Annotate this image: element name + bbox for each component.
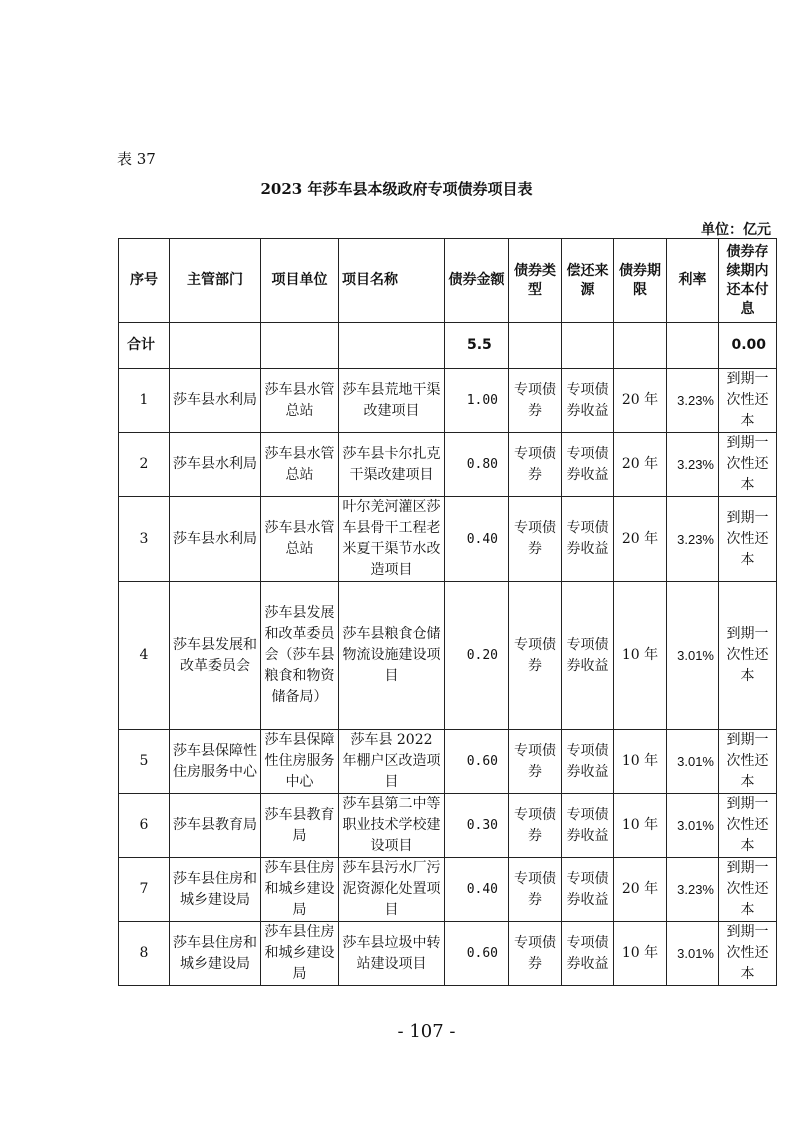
rate-cell: 3.23% — [667, 497, 719, 582]
term-cell: 20 年 — [614, 369, 667, 433]
unit-cell: 莎车县水管总站 — [261, 433, 339, 497]
unit-cell: 莎车县保障性住房服务中心 — [261, 730, 339, 794]
header-row — [119, 239, 777, 323]
column-header: 债券期限 — [614, 239, 667, 323]
type-cell: 专项债券 — [509, 858, 562, 922]
table-row — [119, 794, 777, 858]
row-number: 8 — [119, 922, 170, 986]
dept-cell: 莎车县水利局 — [170, 369, 261, 433]
dept-cell: 莎车县保障性住房服务中心 — [170, 730, 261, 794]
row-number: 6 — [119, 794, 170, 858]
row-number: 2 — [119, 433, 170, 497]
source-cell: 专项债券收益 — [562, 497, 614, 582]
dept-cell: 莎车县住房和城乡建设局 — [170, 858, 261, 922]
total-repayment: 0.00 — [719, 323, 777, 369]
table-row — [119, 858, 777, 922]
type-cell: 专项债券 — [509, 582, 562, 730]
rate-cell: 3.23% — [667, 369, 719, 433]
rate-cell: 3.01% — [667, 582, 719, 730]
term-cell: 20 年 — [614, 497, 667, 582]
unit-cell: 莎车县住房和城乡建设局 — [261, 858, 339, 922]
repay-cell: 到期一次性还本 — [719, 433, 777, 497]
type-cell: 专项债券 — [509, 794, 562, 858]
amount-cell: 0.40 — [445, 497, 509, 582]
project-name-cell: 莎车县 2022 年棚户区改造项目 — [339, 730, 445, 794]
source-cell: 专项债券收益 — [562, 582, 614, 730]
table-row — [119, 497, 777, 582]
column-header: 债券类型 — [509, 239, 562, 323]
type-cell: 专项债券 — [509, 922, 562, 986]
page-number: - 107 - — [397, 1021, 456, 1042]
type-cell: 专项债券 — [509, 369, 562, 433]
table-row — [119, 730, 777, 794]
project-name-cell: 莎车县荒地干渠改建项目 — [339, 369, 445, 433]
column-header: 利率 — [667, 239, 719, 323]
source-cell: 专项债券收益 — [562, 730, 614, 794]
unit-label: 单位：亿元 — [701, 222, 771, 238]
row-number: 1 — [119, 369, 170, 433]
amount-cell: 0.60 — [445, 730, 509, 794]
amount-cell: 0.80 — [445, 433, 509, 497]
project-name-cell: 莎车县垃圾中转站建设项目 — [339, 922, 445, 986]
term-cell: 10 年 — [614, 794, 667, 858]
table-row — [119, 369, 777, 433]
row-number: 3 — [119, 497, 170, 582]
repay-cell: 到期一次性还本 — [719, 730, 777, 794]
repay-cell: 到期一次性还本 — [719, 858, 777, 922]
amount-cell: 0.20 — [445, 582, 509, 730]
project-name-cell: 莎车县卡尔扎克干渠改建项目 — [339, 433, 445, 497]
term-cell: 20 年 — [614, 433, 667, 497]
source-cell: 专项债券收益 — [562, 858, 614, 922]
term-cell: 10 年 — [614, 730, 667, 794]
rate-cell: 3.23% — [667, 433, 719, 497]
column-header: 主管部门 — [170, 239, 261, 323]
column-header: 偿还来源 — [562, 239, 614, 323]
project-name-cell: 莎车县粮食仓储物流设施建设项目 — [339, 582, 445, 730]
table-row — [119, 433, 777, 497]
amount-cell: 0.60 — [445, 922, 509, 986]
unit-cell: 莎车县教育局 — [261, 794, 339, 858]
table-row — [119, 922, 777, 986]
page-title: 2023 年莎车县本级政府专项债券项目表 — [260, 180, 533, 198]
column-header: 债券金额 — [445, 239, 509, 323]
term-cell: 10 年 — [614, 922, 667, 986]
repay-cell: 到期一次性还本 — [719, 369, 777, 433]
unit-cell: 莎车县水管总站 — [261, 497, 339, 582]
unit-cell: 莎车县住房和城乡建设局 — [261, 922, 339, 986]
type-cell: 专项债券 — [509, 730, 562, 794]
repay-cell: 到期一次性还本 — [719, 794, 777, 858]
repay-cell: 到期一次性还本 — [719, 922, 777, 986]
amount-cell: 0.40 — [445, 858, 509, 922]
dept-cell: 莎车县教育局 — [170, 794, 261, 858]
amount-cell: 0.30 — [445, 794, 509, 858]
bond-project-table — [118, 238, 777, 986]
source-cell: 专项债券收益 — [562, 794, 614, 858]
project-name-cell: 莎车县污水厂污泥资源化处置项目 — [339, 858, 445, 922]
rate-cell: 3.01% — [667, 794, 719, 858]
rate-cell: 3.23% — [667, 858, 719, 922]
total-label: 合计 — [119, 323, 170, 369]
total-amount: 5.5 — [445, 323, 509, 369]
unit-cell: 莎车县发展和改革委员会（莎车县粮食和物资储备局） — [261, 582, 339, 730]
column-header: 项目单位 — [261, 239, 339, 323]
amount-cell: 1.00 — [445, 369, 509, 433]
term-cell: 20 年 — [614, 858, 667, 922]
repay-cell: 到期一次性还本 — [719, 497, 777, 582]
column-header: 序号 — [119, 239, 170, 323]
type-cell: 专项债券 — [509, 433, 562, 497]
type-cell: 专项债券 — [509, 497, 562, 582]
column-header: 项目名称 — [339, 239, 445, 323]
dept-cell: 莎车县发展和改革委员会 — [170, 582, 261, 730]
total-row — [119, 323, 777, 369]
table-number: 表 37 — [117, 150, 156, 168]
term-cell: 10 年 — [614, 582, 667, 730]
project-name-cell: 叶尔羌河灌区莎车县骨干工程老米夏干渠节水改造项目 — [339, 497, 445, 582]
column-header: 债券存续期内还本付息 — [719, 239, 777, 323]
source-cell: 专项债券收益 — [562, 922, 614, 986]
dept-cell: 莎车县住房和城乡建设局 — [170, 922, 261, 986]
source-cell: 专项债券收益 — [562, 369, 614, 433]
row-number: 7 — [119, 858, 170, 922]
source-cell: 专项债券收益 — [562, 433, 614, 497]
row-number: 5 — [119, 730, 170, 794]
rate-cell: 3.01% — [667, 730, 719, 794]
unit-cell: 莎车县水管总站 — [261, 369, 339, 433]
dept-cell: 莎车县水利局 — [170, 433, 261, 497]
table-row — [119, 582, 777, 730]
repay-cell: 到期一次性还本 — [719, 582, 777, 730]
rate-cell: 3.01% — [667, 922, 719, 986]
row-number: 4 — [119, 582, 170, 730]
dept-cell: 莎车县水利局 — [170, 497, 261, 582]
project-name-cell: 莎车县第二中等职业技术学校建设项目 — [339, 794, 445, 858]
